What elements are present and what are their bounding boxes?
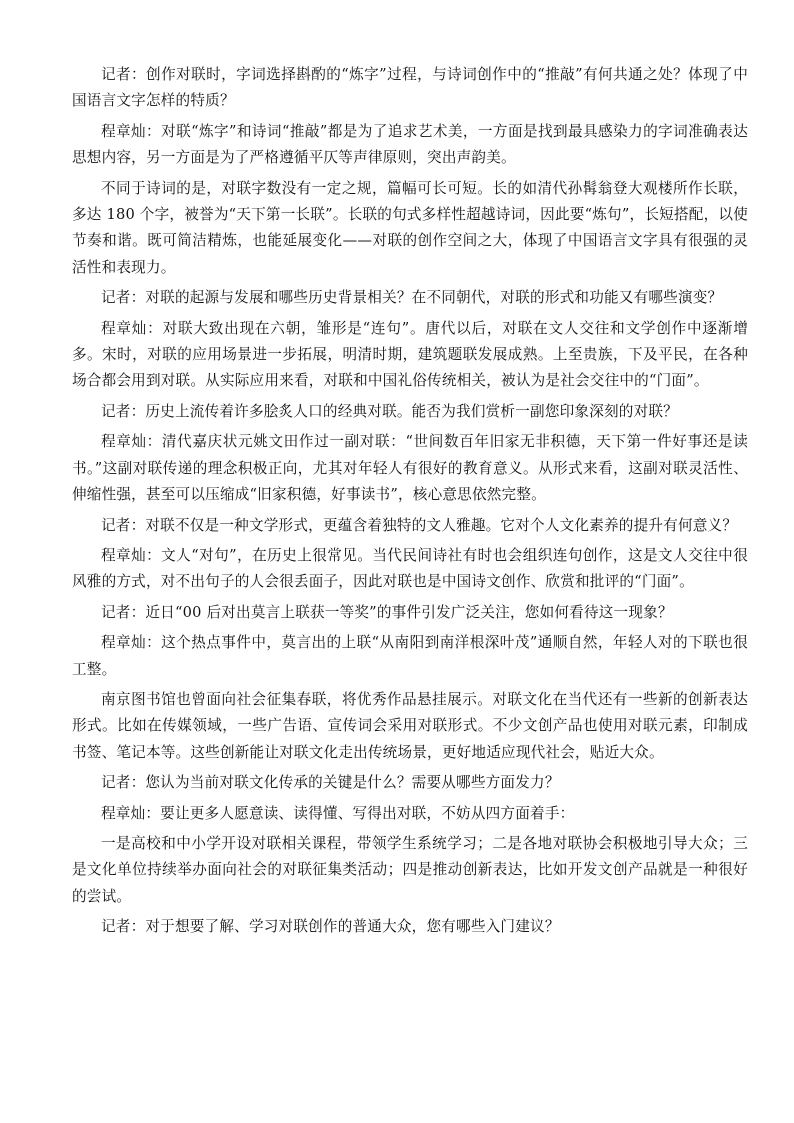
question-1: 记者：创作对联时，字词选择斟酌的“炼字”过程，与诗词创作中的“推敲”有何共通之处？体现了中国语言文字怎样的特质？ <box>72 66 748 110</box>
answer-1-continued: 不同于诗词的是，对联字数没有一定之规，篇幅可长可短。长的如清代孙髯翁登大观楼所作长联，多达 180 个字，被誉为“天下第一长联”。长联的句式多样性超越诗词，因此要“炼句”，长短搭配，以使节奏和谐。既可简洁精炼，也能延展变化——对联的创作空间之大，体现了中国语言文字具有很强的灵活性和表现力。 <box>72 179 748 276</box>
answer-4: 程章灿：文人“对句”，在历史上很常见。当代民间诗社有时也会组织连句创作，这是文人交往中很风雅的方式，对不出句子的人会很丢面子，因此对联也是中国诗文创作、欣赏和批评的“门面”。 <box>72 546 748 591</box>
question-7: 记者：对于想要了解、学习对联创作的普通大众，您有哪些入门建议？ <box>101 918 560 936</box>
answer-6: 程章灿：要让更多人愿意读、读得懂、写得出对联，不妨从四方面着手： <box>101 804 575 822</box>
answer-6-list: 一是高校和中小学开设对联相关课程，带领学生系统学习；二是各地对联协会积极地引导大众；三是文化单位持续举办面向社会的对联征集类活动；四是推动创新表达，比如开发文创产品就是一种很好的尝试。 <box>72 834 748 905</box>
question-4: 记者：对联不仅是一种文学形式，更蕴含着独特的文人雅趣。它对个人文化素养的提升有何意义？ <box>101 516 738 534</box>
answer-5: 程章灿：这个热点事件中，莫言出的上联“从南阳到南洋根深叶茂”通顺自然，年轻人对的下联也很工整。 <box>72 634 748 678</box>
question-2: 记者：对联的起源与发展和哪些历史背景相关？在不同朝代，对联的形式和功能又有哪些演变？ <box>101 289 723 307</box>
answer-2: 程章灿：对联大致出现在六朝，雏形是“连句”。唐代以后，对联在文人交往和文学创作中逐渐增多。宋时，对联的应用场景进一步拓展，明清时期，建筑题联发展成熟。上至贵族，下及平民，在各种场合都会用到对联。从实际应用来看，对联和中国礼俗传统相关，被认为是社会交往中的“门面”。 <box>72 319 748 390</box>
answer-3: 程章灿：清代嘉庆状元姚文田作过一副对联：“世间数百年旧家无非积德，天下第一件好事还是读书。”这副对联传递的理念积极正向，尤其对年轻人有很好的教育意义。从形式来看，这副对联灵活性、伸缩性强，甚至可以压缩成“旧家积德，好事读书”，核心意思依然完整。 <box>72 433 748 504</box>
question-6: 记者：您认为当前对联文化传承的关键是什么？需要从哪些方面发力？ <box>101 774 560 792</box>
answer-5-continued: 南京图书馆也曾面向社会征集春联，将优秀作品悬挂展示。对联文化在当代还有一些新的创新表达形式。比如在传媒领域，一些广告语、宣传词会采用对联形式。不少文创产品也使用对联元素，印制成书签、笔记本等。这些创新能让对联文化走出传统场景，更好地适应现代社会，贴近大众。 <box>72 690 748 761</box>
document-body <box>72 62 748 945</box>
answer-1: 程章灿：对联“炼字”和诗词“推敲”都是为了追求艺术美，一方面是找到最具感染力的字词准确表达思想内容，另一方面是为了严格遵循平仄等声律原则，突出声韵美。 <box>72 122 748 167</box>
question-3: 记者：历史上流传着许多脍炙人口的经典对联。能否为我们赏析一副您印象深刻的对联？ <box>101 402 678 420</box>
question-5: 记者：近日“00 后对出莫言上联获一等奖”的事件引发广泛关注，您如何看待这一现象？ <box>101 603 673 621</box>
